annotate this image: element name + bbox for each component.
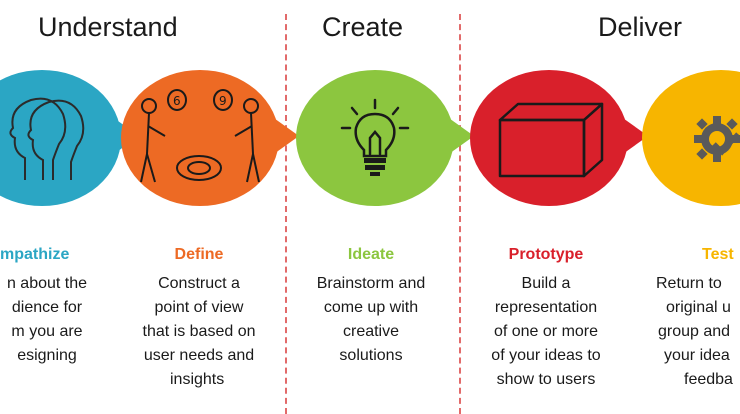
stage-desc-empathize xyxy=(0,272,102,368)
desc-line: esigning xyxy=(17,347,77,364)
people-discussion-icon xyxy=(135,84,265,194)
stage-ideate-circle xyxy=(296,70,454,206)
desc-line: representation xyxy=(494,299,598,316)
desc-line: feedba xyxy=(684,371,733,388)
divider-understand-create xyxy=(285,14,287,414)
stage-desc-test xyxy=(656,272,740,392)
head-profiles-icon xyxy=(3,88,93,188)
desc-line: m you are xyxy=(11,323,83,340)
svg-text:6: 6 xyxy=(173,94,181,108)
desc-line: solutions xyxy=(339,347,403,364)
desc-line: dience for xyxy=(11,299,83,316)
phase-create: Create xyxy=(322,12,404,42)
stage-title-empathize: mpathize xyxy=(0,246,70,263)
lightbulb-icon xyxy=(340,98,410,178)
phase-understand: Understand xyxy=(38,12,178,42)
stage-title-define: Define xyxy=(174,246,224,263)
desc-line: Return to xyxy=(656,275,722,292)
box-icon xyxy=(496,100,606,180)
desc-line: come up with xyxy=(323,299,419,316)
desc-line: show to users xyxy=(496,371,596,388)
stage-prototype-circle xyxy=(470,70,628,206)
desc-line: insights xyxy=(170,371,225,388)
stage-define-circle xyxy=(121,70,279,206)
desc-line: your idea xyxy=(664,347,730,364)
stage-desc-ideate xyxy=(302,272,440,368)
divider-create-deliver xyxy=(459,14,461,414)
stage-title-prototype: Prototype xyxy=(508,246,584,263)
gear-check-icon xyxy=(692,114,740,164)
desc-line: creative xyxy=(342,323,400,340)
desc-line: Build a xyxy=(521,275,571,292)
stage-test-circle xyxy=(642,70,740,206)
desc-line: that is based on xyxy=(142,323,256,340)
desc-line: group and xyxy=(658,323,731,340)
desc-line: of your ideas to xyxy=(491,347,601,364)
desc-line: Brainstorm and xyxy=(316,275,426,292)
desc-line: user needs and xyxy=(143,347,255,364)
stage-title-ideate: Ideate xyxy=(347,246,395,263)
desc-line: original u xyxy=(666,299,731,316)
desc-line: n about the xyxy=(6,275,88,292)
stage-desc-prototype xyxy=(474,272,618,392)
desc-line: Construct a xyxy=(158,275,240,292)
stage-empathize-circle xyxy=(0,70,121,206)
desc-line: of one or more xyxy=(493,323,599,340)
desc-line: point of view xyxy=(154,299,244,316)
svg-text:9: 9 xyxy=(219,94,227,108)
stage-title-test: Test xyxy=(702,246,734,263)
stage-desc-define xyxy=(128,272,270,392)
phase-deliver: Deliver xyxy=(598,12,683,42)
